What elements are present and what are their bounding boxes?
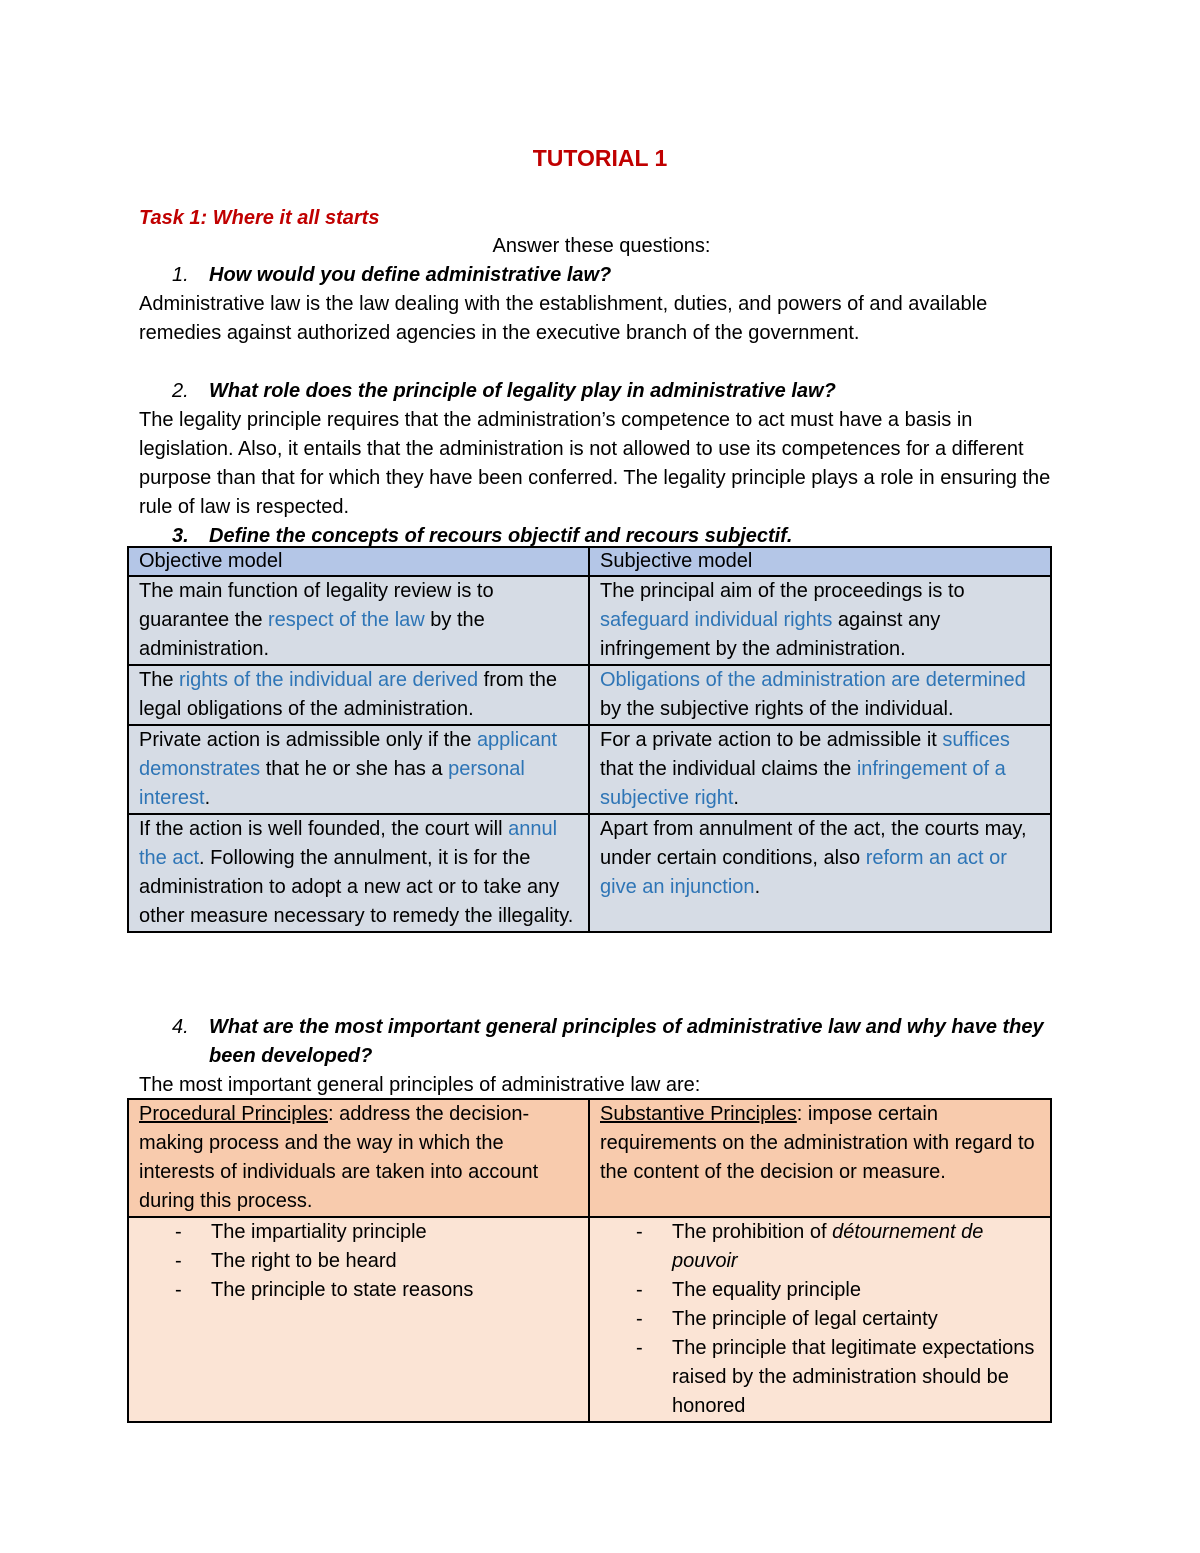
question-2 <box>139 377 1064 406</box>
table-row <box>128 576 1051 665</box>
answer-1: Administrative law is the law dealing with the establishment, duties, and powers of and available remedies against authorized agencies in the executive branch of the government. <box>139 293 988 344</box>
answer-4: The most important general principles of administrative law are: <box>139 1074 701 1096</box>
question-text: What role does the principle of legality play in administrative law? <box>209 380 836 402</box>
table-cell: Private action is admissible only if the applicant demonstrates that he or she has a personal interest. <box>128 725 589 814</box>
list-item: - The prohibition of détournement de pouvoir <box>636 1221 984 1272</box>
table-cell: The main function of legality review is to guarantee the respect of the law by the administration. <box>128 576 589 665</box>
subjective-model-header: Subjective model <box>589 547 1051 576</box>
list-item: - The equality principle <box>636 1279 861 1301</box>
table-row <box>128 665 1051 725</box>
question-4-block <box>139 1013 1064 1100</box>
list-item: - The principle of legal certainty <box>636 1308 938 1330</box>
question-text: How would you define administrative law? <box>209 264 612 286</box>
list-item: - The right to be heard <box>175 1250 397 1272</box>
question-number: 2. <box>172 380 189 402</box>
page-title: TUTORIAL 1 <box>532 145 668 171</box>
question-text: Define the concepts of recours objectif and recours subjectif. <box>209 525 793 547</box>
question-number: 4. <box>172 1016 189 1038</box>
list-item: - The principle that legitimate expectations raised by the administration should be honored <box>636 1337 1035 1417</box>
list-item: - The principle to state reasons <box>175 1279 474 1301</box>
answer-2: The legality principle requires that the administration’s competence to act must have a basis in legislation. Also, it entails that the administration is not allowed to use its competences for a different purpose than that for which they have been conferred. The legality principle plays a role in ensuring the rule of law is respected. <box>139 409 1051 518</box>
models-table <box>127 546 1052 933</box>
principles-table <box>127 1098 1052 1423</box>
table-row <box>128 814 1051 932</box>
substantive-principles-header: Substantive Principles: impose certain requirements on the administration with regard to the content of the decision or measure. <box>589 1099 1051 1217</box>
table-cell: Obligations of the administration are determined by the subjective rights of the individual. <box>589 665 1051 725</box>
table-row <box>128 1217 1051 1422</box>
table-cell: The rights of the individual are derived from the legal obligations of the administration. <box>128 665 589 725</box>
table-header-row <box>128 547 1051 576</box>
question-number: 3. <box>172 525 189 547</box>
spacer <box>139 348 1064 377</box>
procedural-list <box>139 1218 580 1305</box>
substantive-list <box>600 1218 1042 1421</box>
table-cell: For a private action to be admissible it suffices that the individual claims the infringement of a subjective right. <box>589 725 1051 814</box>
table-cell: The principal aim of the proceedings is to safeguard individual rights against any infringement by the administration. <box>589 576 1051 665</box>
questions-block <box>139 232 1064 551</box>
intro-text: Answer these questions: <box>492 235 711 257</box>
substantive-list-cell <box>589 1217 1051 1422</box>
table-row <box>128 725 1051 814</box>
question-number: 1. <box>172 264 189 286</box>
table-cell: Apart from annulment of the act, the courts may, under certain conditions, also reform an act or give an injunction. <box>589 814 1051 932</box>
procedural-list-cell <box>128 1217 589 1422</box>
question-text: What are the most important general principles of administrative law and why have they been developed? <box>209 1016 1044 1067</box>
procedural-principles-header: Procedural Principles: address the decision-making process and the way in which the interests of individuals are taken into account during this process. <box>128 1099 589 1217</box>
table-cell: If the action is well founded, the court will annul the act. Following the annulment, it is for the administration to adopt a new act or to take any other measure necessary to remedy the illegality. <box>128 814 589 932</box>
objective-model-header: Objective model <box>128 547 589 576</box>
task-heading: Task 1: Where it all starts <box>139 207 380 229</box>
question-4 <box>139 1013 1064 1071</box>
table-header-row <box>128 1099 1051 1217</box>
question-1 <box>139 261 1064 290</box>
list-item: - The impartiality principle <box>175 1221 427 1243</box>
